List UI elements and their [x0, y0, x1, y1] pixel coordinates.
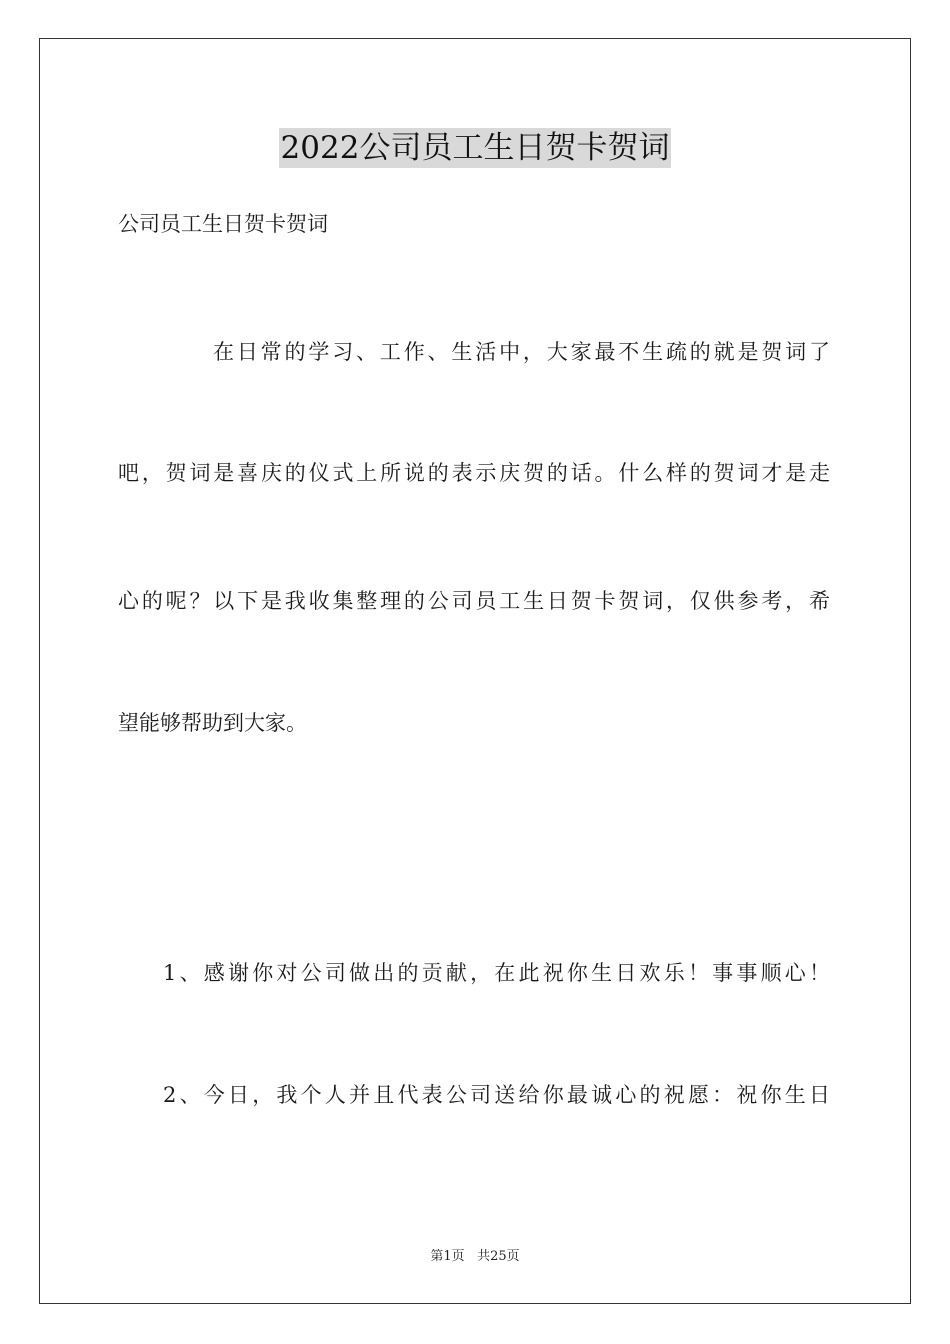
list-item: 2、今日，我个人并且代表公司送给你最诚心的祝愿：祝你生日 [163, 1083, 830, 1107]
title-container [0, 128, 950, 168]
list-item: 1、感谢你对公司做出的贡献，在此祝你生日欢乐！事事顺心！ [163, 961, 830, 985]
document-subtitle: 公司员工生日贺卡贺词 [118, 212, 328, 236]
page-number: 第1页 [430, 1249, 465, 1264]
intro-line-1: 在日常的学习、工作、生活中，大家最不生疏的就是贺词了 [213, 340, 830, 364]
intro-line-2: 吧，贺词是喜庆的仪式上所说的表示庆贺的话。什么样的贺词才是走 [118, 461, 830, 485]
document-title: 2022公司员工生日贺卡贺词 [280, 130, 670, 166]
intro-line-4: 望能够帮助到大家。 [118, 711, 307, 735]
intro-line-3: 心的呢？以下是我收集整理的公司员工生日贺卡贺词，仅供参考，希 [118, 589, 830, 613]
page-footer [0, 1248, 950, 1266]
page-total: 共25页 [477, 1249, 520, 1264]
